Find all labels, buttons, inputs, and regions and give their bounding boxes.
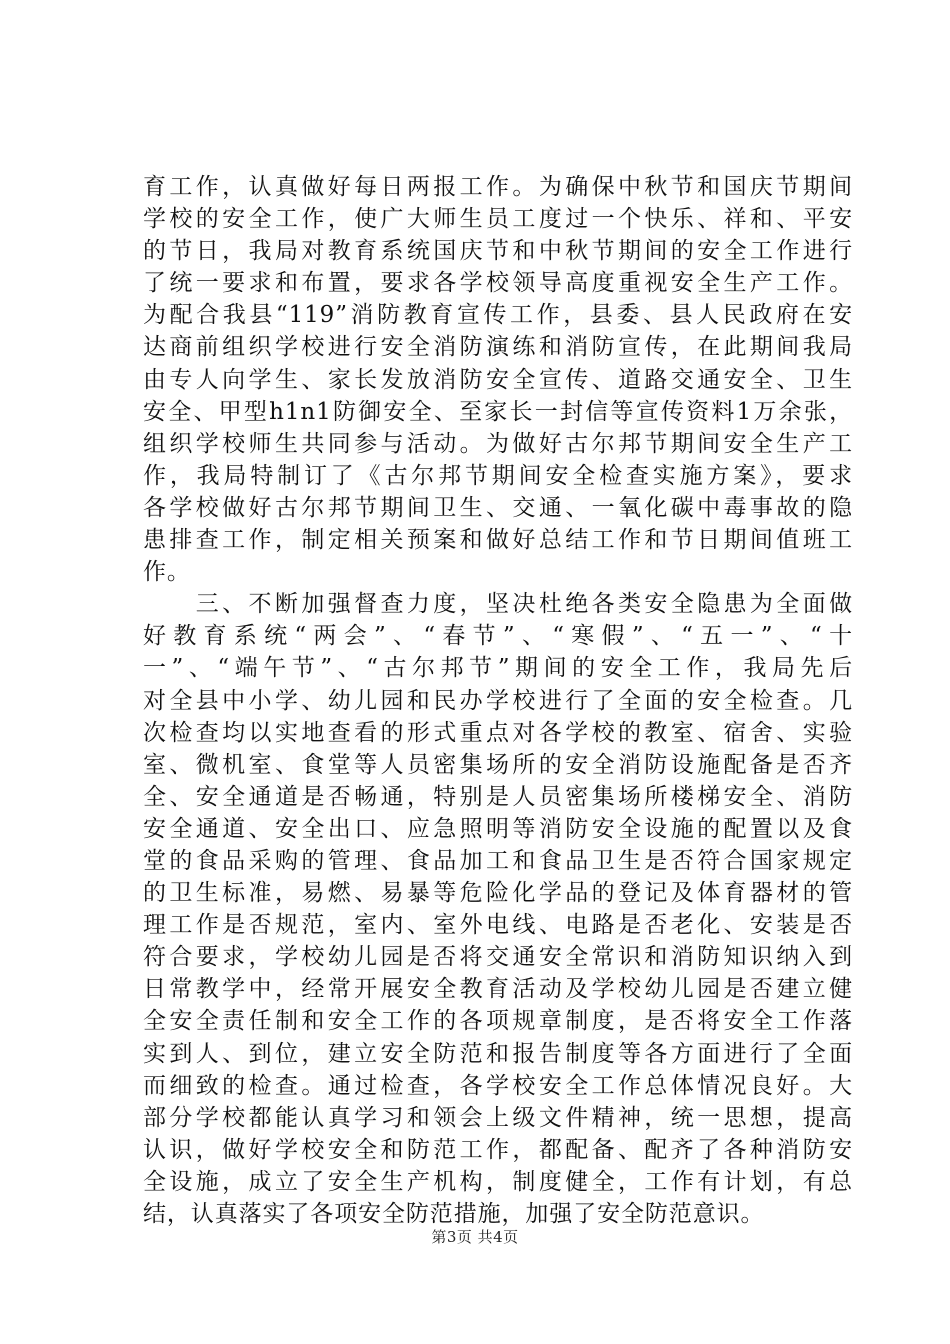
text-line: 学校的安全工作，使广大师生员工度过一个快乐、祥和、平安 bbox=[143, 206, 853, 233]
text-line: 堂的食品采购的管理、食品加工和食品卫生是否符合国家规定 bbox=[143, 847, 853, 874]
text-line: 实到人、到位，建立安全防范和报告制度等各方面进行了全面 bbox=[143, 1040, 853, 1067]
text-line: 次检查均以实地查看的形式重点对各学校的教室、宿舍、实验 bbox=[143, 719, 853, 746]
text-line: 达商前组织学校进行安全消防演练和消防宣传，在此期间我局 bbox=[143, 334, 853, 361]
text-line: 对全县中小学、幼儿园和民办学校进行了全面的安全检查。几 bbox=[143, 687, 853, 714]
text-line: 的卫生标准，易燃、易暴等危险化学品的登记及体育器材的管 bbox=[143, 880, 853, 907]
text-line: 室、微机室、食堂等人员密集场所的安全消防设施配备是否齐 bbox=[143, 751, 853, 778]
text-line: 认识，做好学校安全和防范工作，都配备、配齐了各种消防安 bbox=[143, 1136, 853, 1163]
text-line: 了统一要求和布置，要求各学校领导高度重视安全生产工作。 bbox=[143, 270, 853, 297]
text-line: 全设施，成立了安全生产机构，制度健全，工作有计划，有总 bbox=[143, 1168, 853, 1195]
text-line: 理工作是否规范，室内、室外电线、电路是否老化、安装是否 bbox=[143, 912, 853, 939]
text-line: 全、安全通道是否畅通，特别是人员密集场所楼梯安全、消防 bbox=[143, 783, 853, 810]
text-line: 符合要求，学校幼儿园是否将交通安全常识和消防知识纳入到 bbox=[143, 944, 853, 971]
text-line: 组织学校师生共同参与活动。为做好古尔邦节期间安全生产工 bbox=[143, 430, 853, 457]
text-line: 作，我局特制订了《古尔邦节期间安全检查实施方案》，要求 bbox=[143, 462, 853, 489]
page-footer: 第3页 共4页 bbox=[431, 1228, 519, 1246]
text-line: 患排查工作，制定相关预案和做好总结工作和节日期间值班工 bbox=[143, 527, 853, 554]
text-line: 而细致的检查。通过检查，各学校安全工作总体情况良好。大 bbox=[143, 1072, 853, 1099]
text-line: 作。 bbox=[143, 559, 191, 586]
text-line: 育工作，认真做好每日两报工作。为确保中秋节和国庆节期间 bbox=[143, 174, 853, 200]
text-line: 安全、甲型h1n1防御安全、至家长一封信等宣传资料1万余张， bbox=[143, 398, 853, 425]
text-line: 部分学校都能认真学习和领会上级文件精神，统一思想，提高 bbox=[143, 1104, 853, 1131]
text-line: 的节日，我局对教育系统国庆节和中秋节期间的安全工作进行 bbox=[143, 238, 853, 265]
text-line: 由专人向学生、家长发放消防安全宣传、道路交通安全、卫生 bbox=[143, 366, 853, 393]
text-line: 安全通道、安全出口、应急照明等消防安全设施的配置以及食 bbox=[143, 815, 853, 842]
text-line: 一”、“端午节”、“古尔邦节”期间的安全工作，我局先后 bbox=[143, 655, 853, 682]
text-line: 好教育系统“两会”、“春节”、“寒假”、“五一”、“十 bbox=[143, 623, 853, 650]
document-body bbox=[143, 171, 853, 1230]
text-line: 全安全责任制和安全工作的各项规章制度，是否将安全工作落 bbox=[143, 1008, 853, 1035]
text-line: 日常教学中，经常开展安全教育活动及学校幼儿园是否建立健 bbox=[143, 976, 853, 1003]
text-line: 结，认真落实了各项安全防范措施，加强了安全防范意识。 bbox=[143, 1201, 765, 1227]
text-line: 三、不断加强督查力度，坚决杜绝各类安全隐患为全面做 bbox=[143, 591, 853, 618]
text-line: 为配合我县“119”消防教育宣传工作，县委、县人民政府在安 bbox=[143, 302, 853, 329]
text-line: 各学校做好古尔邦节期间卫生、交通、一氧化碳中毒事故的隐 bbox=[143, 494, 853, 521]
